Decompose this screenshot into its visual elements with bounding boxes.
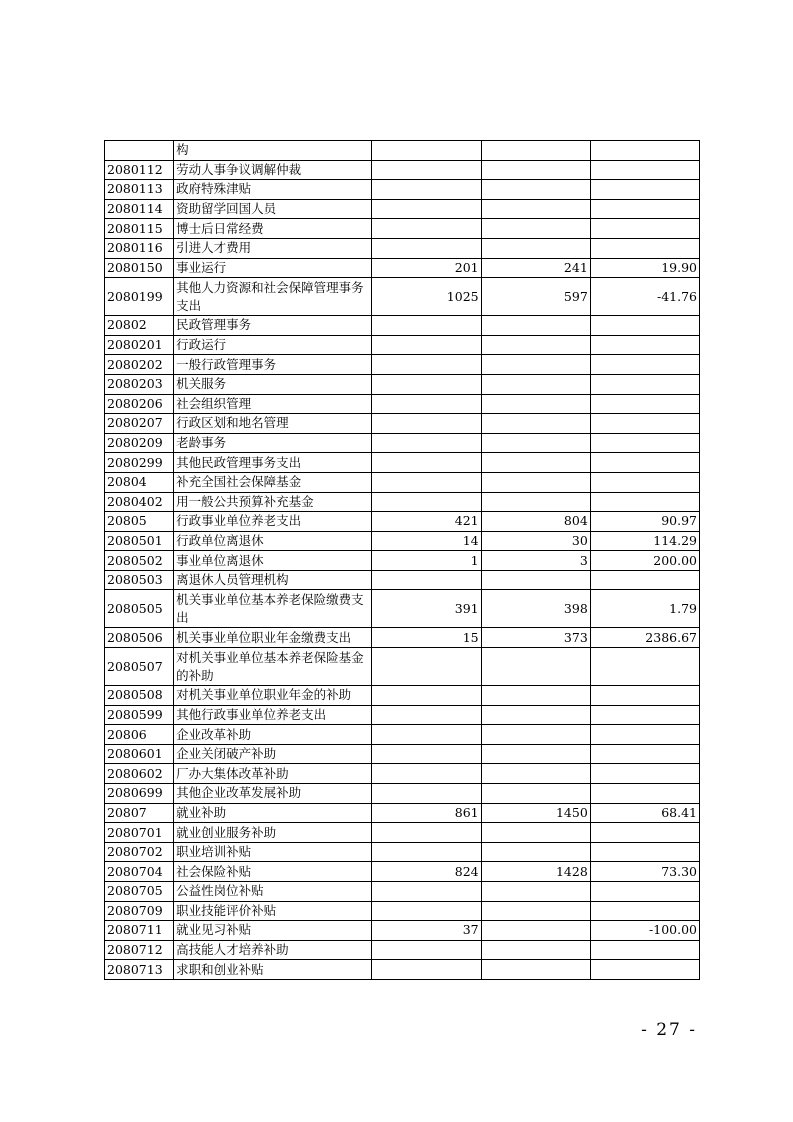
- row-change-cell: [590, 414, 699, 434]
- table-row: [105, 921, 700, 941]
- row-value-1-cell: [372, 842, 481, 862]
- row-name-cell: 就业补助: [174, 803, 372, 823]
- row-value-1-cell: [372, 394, 481, 414]
- row-code-cell: 2080702: [105, 842, 174, 862]
- row-name-cell: 就业创业服务补助: [174, 823, 372, 843]
- row-code-cell: 2080705: [105, 882, 174, 902]
- table-row: [105, 278, 700, 316]
- row-value-1-cell: 1: [372, 551, 481, 571]
- row-name-cell: 社会组织管理: [174, 394, 372, 414]
- row-name-cell: 用一般公共预算补充基金: [174, 492, 372, 512]
- row-change-cell: [590, 686, 699, 706]
- row-change-cell: [590, 823, 699, 843]
- row-value-2-cell: [481, 335, 590, 355]
- row-value-2-cell: 30: [481, 531, 590, 551]
- row-name-cell: 行政事业单位养老支出: [174, 512, 372, 532]
- table-row: [105, 219, 700, 239]
- row-value-2-cell: [481, 764, 590, 784]
- row-change-cell: [590, 705, 699, 725]
- row-change-cell: [590, 784, 699, 804]
- row-code-cell: 2080699: [105, 784, 174, 804]
- table-row: [105, 258, 700, 278]
- row-code-cell: 2080209: [105, 433, 174, 453]
- row-value-1-cell: 391: [372, 590, 481, 628]
- row-value-2-cell: [481, 238, 590, 258]
- row-name-cell: 机关事业单位职业年金缴费支出: [174, 628, 372, 648]
- row-change-cell: [590, 960, 699, 980]
- row-code-cell: 2080207: [105, 414, 174, 434]
- row-value-2-cell: [481, 316, 590, 336]
- row-name-cell: 机关事业单位基本养老保险缴费支出: [174, 590, 372, 628]
- table-row: [105, 355, 700, 375]
- row-name-cell: 其他企业改革发展补助: [174, 784, 372, 804]
- row-value-1-cell: [372, 823, 481, 843]
- row-change-cell: [590, 316, 699, 336]
- row-value-2-cell: [481, 453, 590, 473]
- row-change-cell: [590, 160, 699, 180]
- row-code-cell: 20804: [105, 472, 174, 492]
- row-value-1-cell: 37: [372, 921, 481, 941]
- page-number: - 27 -: [641, 1020, 697, 1040]
- table-row: [105, 784, 700, 804]
- table-row: [105, 705, 700, 725]
- table-row: [105, 374, 700, 394]
- row-value-1-cell: [372, 335, 481, 355]
- row-change-cell: [590, 570, 699, 590]
- row-change-cell: [590, 335, 699, 355]
- row-value-1-cell: [372, 472, 481, 492]
- row-change-cell: [590, 492, 699, 512]
- row-value-1-cell: [372, 180, 481, 200]
- row-name-cell: 厂办大集体改革补助: [174, 764, 372, 784]
- table-row: [105, 764, 700, 784]
- row-name-cell: 引进人才费用: [174, 238, 372, 258]
- row-code-cell: 2080709: [105, 901, 174, 921]
- row-change-cell: [590, 882, 699, 902]
- row-value-1-cell: [372, 570, 481, 590]
- row-change-cell: [590, 472, 699, 492]
- row-value-1-cell: [372, 725, 481, 745]
- row-code-cell: 20802: [105, 316, 174, 336]
- row-value-1-cell: [372, 764, 481, 784]
- row-value-2-cell: [481, 784, 590, 804]
- row-name-cell: 博士后日常经费: [174, 219, 372, 239]
- row-name-cell: 其他人力资源和社会保障管理事务支出: [174, 278, 372, 316]
- row-change-cell: 114.29: [590, 531, 699, 551]
- row-change-cell: 19.90: [590, 258, 699, 278]
- row-code-cell: 2080704: [105, 862, 174, 882]
- row-name-cell: 对机关事业单位职业年金的补助: [174, 686, 372, 706]
- row-value-2-cell: [481, 180, 590, 200]
- row-value-2-cell: [481, 570, 590, 590]
- budget-table: [104, 140, 700, 980]
- row-name-cell: 事业单位离退休: [174, 551, 372, 571]
- row-code-cell: 2080113: [105, 180, 174, 200]
- table-row: [105, 744, 700, 764]
- row-value-2-cell: [481, 492, 590, 512]
- row-name-cell: 职业技能评价补贴: [174, 901, 372, 921]
- row-value-2-cell: [481, 901, 590, 921]
- row-value-1-cell: 861: [372, 803, 481, 823]
- row-value-1-cell: [372, 374, 481, 394]
- table-row: [105, 512, 700, 532]
- row-value-2-cell: 597: [481, 278, 590, 316]
- table-row: [105, 335, 700, 355]
- row-code-cell: 2080599: [105, 705, 174, 725]
- row-change-cell: 200.00: [590, 551, 699, 571]
- row-value-1-cell: [372, 238, 481, 258]
- table-row: [105, 199, 700, 219]
- row-name-cell: 老龄事务: [174, 433, 372, 453]
- row-code-cell: 2080503: [105, 570, 174, 590]
- row-name-cell: 构: [174, 141, 372, 161]
- row-name-cell: 机关服务: [174, 374, 372, 394]
- row-name-cell: 事业运行: [174, 258, 372, 278]
- row-value-1-cell: [372, 141, 481, 161]
- row-value-2-cell: [481, 744, 590, 764]
- row-name-cell: 社会保险补贴: [174, 862, 372, 882]
- table-row: [105, 570, 700, 590]
- row-code-cell: 2080115: [105, 219, 174, 239]
- row-change-cell: [590, 238, 699, 258]
- row-value-2-cell: [481, 199, 590, 219]
- row-value-1-cell: 824: [372, 862, 481, 882]
- row-code-cell: 2080201: [105, 335, 174, 355]
- row-value-1-cell: 201: [372, 258, 481, 278]
- row-code-cell: 20807: [105, 803, 174, 823]
- row-change-cell: [590, 141, 699, 161]
- row-change-cell: [590, 901, 699, 921]
- row-name-cell: 劳动人事争议调解仲裁: [174, 160, 372, 180]
- row-value-2-cell: 804: [481, 512, 590, 532]
- row-change-cell: [590, 764, 699, 784]
- table-row: [105, 686, 700, 706]
- row-value-2-cell: [481, 141, 590, 161]
- row-code-cell: 2080199: [105, 278, 174, 316]
- row-code-cell: 2080299: [105, 453, 174, 473]
- row-code-cell: 2080602: [105, 764, 174, 784]
- row-change-cell: 2386.67: [590, 628, 699, 648]
- row-value-2-cell: 1428: [481, 862, 590, 882]
- row-value-2-cell: [481, 882, 590, 902]
- row-change-cell: [590, 433, 699, 453]
- row-change-cell: 68.41: [590, 803, 699, 823]
- row-change-cell: [590, 725, 699, 745]
- table-row: [105, 316, 700, 336]
- row-value-1-cell: [372, 414, 481, 434]
- row-value-2-cell: [481, 394, 590, 414]
- table-row: [105, 823, 700, 843]
- table-row: [105, 551, 700, 571]
- table-row: [105, 414, 700, 434]
- row-name-cell: 离退休人员管理机构: [174, 570, 372, 590]
- row-value-2-cell: [481, 648, 590, 686]
- row-value-2-cell: [481, 823, 590, 843]
- row-value-1-cell: [372, 940, 481, 960]
- row-value-1-cell: [372, 648, 481, 686]
- row-code-cell: 2080713: [105, 960, 174, 980]
- table-row: [105, 180, 700, 200]
- row-change-cell: -100.00: [590, 921, 699, 941]
- table-row: [105, 394, 700, 414]
- row-value-2-cell: 1450: [481, 803, 590, 823]
- row-change-cell: [590, 394, 699, 414]
- row-change-cell: [590, 842, 699, 862]
- table-row: [105, 433, 700, 453]
- row-value-1-cell: 14: [372, 531, 481, 551]
- row-name-cell: 资助留学回国人员: [174, 199, 372, 219]
- row-code-cell: 2080712: [105, 940, 174, 960]
- table-row: [105, 725, 700, 745]
- row-value-2-cell: [481, 355, 590, 375]
- row-value-2-cell: 241: [481, 258, 590, 278]
- row-value-2-cell: 3: [481, 551, 590, 571]
- row-name-cell: 就业见习补贴: [174, 921, 372, 941]
- row-value-2-cell: [481, 921, 590, 941]
- row-value-2-cell: [481, 374, 590, 394]
- row-value-1-cell: [372, 882, 481, 902]
- row-name-cell: 高技能人才培养补助: [174, 940, 372, 960]
- row-change-cell: 1.79: [590, 590, 699, 628]
- row-name-cell: 政府特殊津贴: [174, 180, 372, 200]
- table-row: [105, 628, 700, 648]
- row-code-cell: 2080206: [105, 394, 174, 414]
- table-row: [105, 238, 700, 258]
- budget-table-container: [104, 140, 700, 980]
- row-value-2-cell: [481, 960, 590, 980]
- row-name-cell: 其他行政事业单位养老支出: [174, 705, 372, 725]
- row-value-2-cell: [481, 472, 590, 492]
- row-code-cell: 20805: [105, 512, 174, 532]
- row-value-1-cell: [372, 453, 481, 473]
- row-value-1-cell: [372, 744, 481, 764]
- row-value-1-cell: 421: [372, 512, 481, 532]
- row-code-cell: 2080501: [105, 531, 174, 551]
- row-value-1-cell: [372, 355, 481, 375]
- row-value-2-cell: [481, 219, 590, 239]
- table-row: [105, 842, 700, 862]
- row-value-2-cell: [481, 842, 590, 862]
- row-value-1-cell: [372, 316, 481, 336]
- row-value-2-cell: 373: [481, 628, 590, 648]
- table-row: [105, 862, 700, 882]
- row-value-1-cell: [372, 219, 481, 239]
- table-row: [105, 901, 700, 921]
- row-name-cell: 企业关闭破产补助: [174, 744, 372, 764]
- row-code-cell: 2080505: [105, 590, 174, 628]
- row-value-1-cell: [372, 784, 481, 804]
- row-code-cell: 2080601: [105, 744, 174, 764]
- row-change-cell: 90.97: [590, 512, 699, 532]
- table-row: [105, 590, 700, 628]
- row-value-1-cell: 1025: [372, 278, 481, 316]
- table-row: [105, 141, 700, 161]
- row-name-cell: 行政区划和地名管理: [174, 414, 372, 434]
- row-code-cell: 2080114: [105, 199, 174, 219]
- table-row: [105, 940, 700, 960]
- row-code-cell: 2080506: [105, 628, 174, 648]
- row-value-2-cell: [481, 686, 590, 706]
- table-row: [105, 882, 700, 902]
- row-name-cell: 职业培训补贴: [174, 842, 372, 862]
- row-code-cell: 2080116: [105, 238, 174, 258]
- row-value-2-cell: [481, 433, 590, 453]
- row-code-cell: 2080150: [105, 258, 174, 278]
- row-value-2-cell: [481, 414, 590, 434]
- row-change-cell: [590, 219, 699, 239]
- row-change-cell: [590, 648, 699, 686]
- row-value-1-cell: [372, 492, 481, 512]
- row-code-cell: 2080402: [105, 492, 174, 512]
- row-value-2-cell: [481, 725, 590, 745]
- table-row: [105, 492, 700, 512]
- table-body: [105, 141, 700, 980]
- row-change-cell: [590, 374, 699, 394]
- row-change-cell: [590, 199, 699, 219]
- row-name-cell: 民政管理事务: [174, 316, 372, 336]
- table-row: [105, 531, 700, 551]
- row-change-cell: [590, 453, 699, 473]
- row-name-cell: 行政单位离退休: [174, 531, 372, 551]
- row-code-cell: 2080701: [105, 823, 174, 843]
- table-row: [105, 960, 700, 980]
- row-code-cell: 2080502: [105, 551, 174, 571]
- row-name-cell: 公益性岗位补贴: [174, 882, 372, 902]
- row-value-2-cell: 398: [481, 590, 590, 628]
- row-value-1-cell: [372, 160, 481, 180]
- row-value-1-cell: [372, 686, 481, 706]
- row-value-1-cell: 15: [372, 628, 481, 648]
- table-row: [105, 803, 700, 823]
- row-change-cell: [590, 744, 699, 764]
- table-row: [105, 160, 700, 180]
- row-value-1-cell: [372, 960, 481, 980]
- row-code-cell: 20806: [105, 725, 174, 745]
- row-change-cell: [590, 180, 699, 200]
- row-value-1-cell: [372, 433, 481, 453]
- row-name-cell: 一般行政管理事务: [174, 355, 372, 375]
- row-change-cell: -41.76: [590, 278, 699, 316]
- row-value-1-cell: [372, 199, 481, 219]
- row-change-cell: 73.30: [590, 862, 699, 882]
- row-value-2-cell: [481, 705, 590, 725]
- row-code-cell: 2080112: [105, 160, 174, 180]
- row-code-cell: 2080711: [105, 921, 174, 941]
- table-row: [105, 472, 700, 492]
- table-row: [105, 453, 700, 473]
- row-change-cell: [590, 940, 699, 960]
- row-value-2-cell: [481, 940, 590, 960]
- row-value-1-cell: [372, 901, 481, 921]
- row-name-cell: 对机关事业单位基本养老保险基金的补助: [174, 648, 372, 686]
- row-code-cell: [105, 141, 174, 161]
- row-code-cell: 2080202: [105, 355, 174, 375]
- row-value-1-cell: [372, 705, 481, 725]
- table-row: [105, 648, 700, 686]
- row-code-cell: 2080203: [105, 374, 174, 394]
- row-name-cell: 企业改革补助: [174, 725, 372, 745]
- row-name-cell: 补充全国社会保障基金: [174, 472, 372, 492]
- row-change-cell: [590, 355, 699, 375]
- row-code-cell: 2080508: [105, 686, 174, 706]
- row-name-cell: 其他民政管理事务支出: [174, 453, 372, 473]
- row-name-cell: 求职和创业补贴: [174, 960, 372, 980]
- row-value-2-cell: [481, 160, 590, 180]
- row-name-cell: 行政运行: [174, 335, 372, 355]
- row-code-cell: 2080507: [105, 648, 174, 686]
